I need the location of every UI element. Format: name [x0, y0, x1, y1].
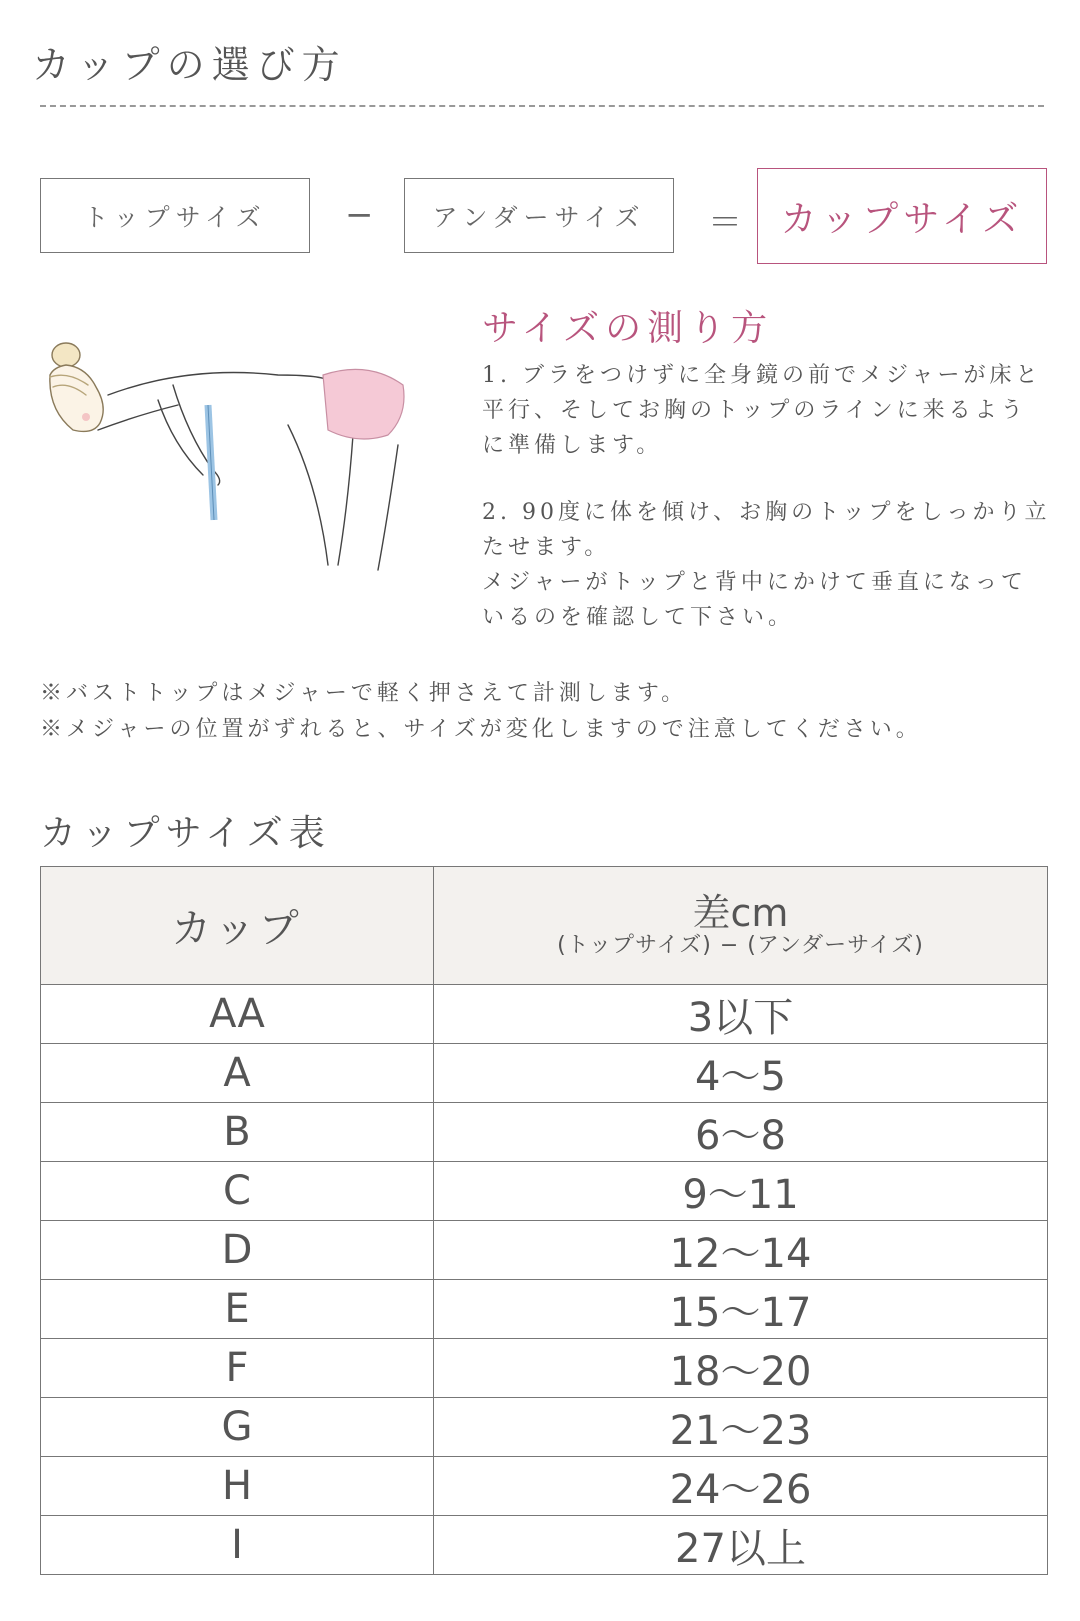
- minus-sign: −: [345, 195, 374, 235]
- table-row: [41, 1280, 1048, 1339]
- diff-cell: 21〜23: [434, 1398, 1048, 1457]
- table-row: [41, 1457, 1048, 1516]
- measure-step-1: 1. ブラをつけずに全身鏡の前でメジャーが床と平行、そしてお胸のトップのラインに来るように準備します。: [482, 363, 1042, 458]
- diff-cell: 3以下: [434, 985, 1048, 1044]
- cup-cell: D: [41, 1221, 434, 1280]
- measure-step-2-line-b: メジャーがトップと背中にかけて垂直になっているのを確認して下さい。: [482, 570, 1027, 630]
- diff-cell: 9〜11: [434, 1162, 1048, 1221]
- top-size-box: トップサイズ: [40, 178, 310, 253]
- diff-cell: 6〜8: [434, 1103, 1048, 1162]
- cup-cell: E: [41, 1280, 434, 1339]
- cup-cell: G: [41, 1398, 434, 1457]
- page-title: カップの選び方: [32, 43, 347, 87]
- cup-size-box: カップサイズ: [757, 168, 1047, 264]
- under-size-box: アンダーサイズ: [404, 178, 674, 253]
- measure-step-2-line: 2. 90度に体を傾け、お胸のトップをしっかり立たせます。: [482, 500, 1051, 560]
- table-row: [41, 1103, 1048, 1162]
- table-row: [41, 985, 1048, 1044]
- table-row: [41, 1339, 1048, 1398]
- header-diff-main: 差cm: [692, 890, 789, 935]
- cup-cell: AA: [41, 985, 434, 1044]
- diff-cell: 4〜5: [434, 1044, 1048, 1103]
- diff-cell: 18〜20: [434, 1339, 1048, 1398]
- equal-sign: ＝: [708, 203, 742, 243]
- note-2: ※メジャーの位置がずれると、サイズが変化しますので注意してください。: [40, 717, 922, 742]
- table-row: [41, 1516, 1048, 1575]
- table-row: [41, 1162, 1048, 1221]
- note-1: ※バストトップはメジャーで軽く押さえて計測します。: [40, 681, 688, 706]
- cup-cell: H: [41, 1457, 434, 1516]
- header-cup: カップ: [41, 867, 434, 985]
- cup-cell: F: [41, 1339, 434, 1398]
- diff-cell: 15〜17: [434, 1280, 1048, 1339]
- measuring-woman-illustration: [38, 335, 448, 595]
- table-header-row: [41, 867, 1048, 985]
- cup-cell: A: [41, 1044, 434, 1103]
- measure-title: サイズの測り方: [482, 308, 774, 349]
- cup-cell: B: [41, 1103, 434, 1162]
- diff-cell: 24〜26: [434, 1457, 1048, 1516]
- cup-cell: C: [41, 1162, 434, 1221]
- table-row: [41, 1398, 1048, 1457]
- measure-step-2: [482, 495, 1052, 635]
- cup-cell: I: [41, 1516, 434, 1575]
- cup-size-table: [40, 866, 1048, 1575]
- table-row: [41, 1221, 1048, 1280]
- diff-cell: 12〜14: [434, 1221, 1048, 1280]
- table-row: [41, 1044, 1048, 1103]
- diff-cell: 27以上: [434, 1516, 1048, 1575]
- cup-table-title: カップサイズ表: [40, 813, 331, 854]
- dashed-divider: [40, 105, 1044, 107]
- header-diff-sub: (トップサイズ) − (アンダーサイズ): [557, 932, 924, 958]
- header-diff: [434, 867, 1048, 985]
